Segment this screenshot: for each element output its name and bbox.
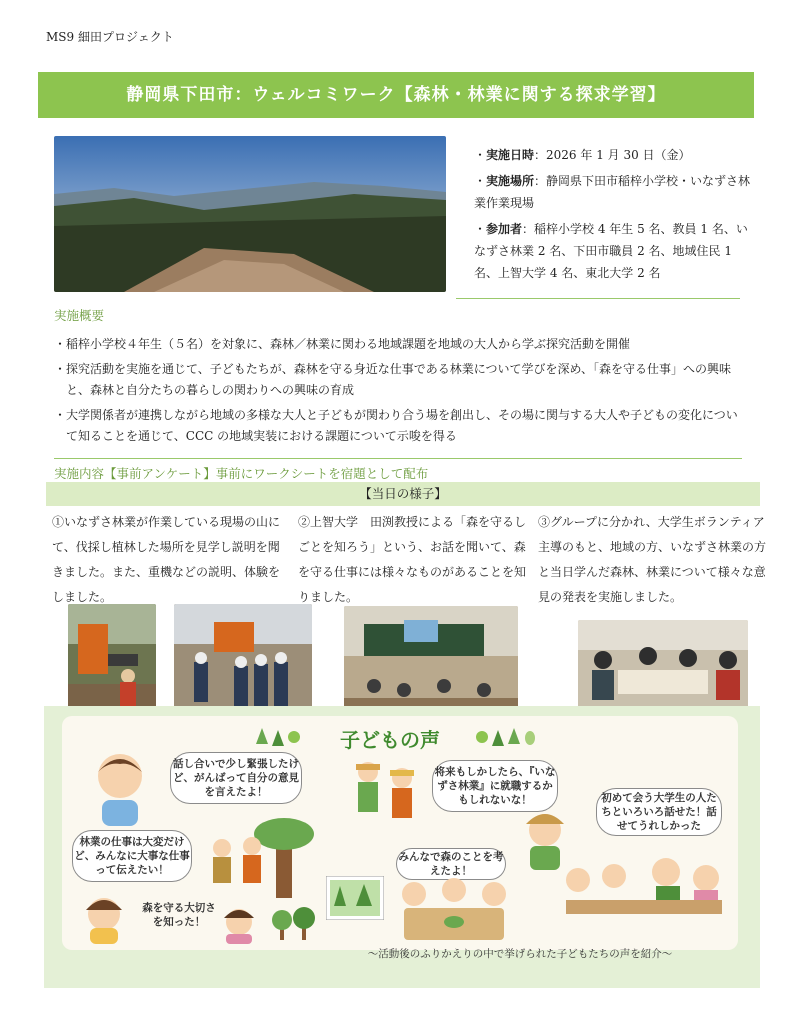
voice-bubble-1: 話し合いで少し緊張したけど、がんばって自分の意見を言えたよ！ [170, 752, 302, 804]
list-item: ・稲梓小学校４年生（５名）を対象に、森林／林業に関わる地域課題を地域の大人から学ぶ探究活動を開催 [54, 337, 631, 351]
voices-title: 子どもの声 [340, 728, 440, 752]
list-item: ・探究活動を実施を通じて、子どもたちが、森林を守る身近な仕事である林業について学びを深め、「森を守る仕事」への興味と、森林と自分たちの暮らしの関わりへの興味の育成 [54, 362, 732, 397]
voices-footer: ～活動後のふりかえりの中で挙げられた子どもたちの声を紹介～ [367, 948, 673, 960]
page-title: 静岡県下田市：ウェルコミワーク【森林・林業に関する探求学習】 [126, 85, 666, 105]
voice-bubble-5: みんなで森のことを考えたよ！ [396, 848, 506, 880]
participants-value: ：稲梓小学校 4 年生 5 名、教員 1 名、いなずさ林業 2 名、下田市職員 2 名、地域住民 1 名、上智大学 4 名、東北大学 2 名 [474, 222, 748, 280]
date-line: ・実施日時：2026 年 1 月 30 日（金） [474, 148, 691, 162]
title-bar [38, 72, 754, 118]
machinery-photo [68, 604, 156, 716]
field-tour-photo [174, 604, 312, 716]
content-heading: 実施内容【事前アンケート】事前にワークシートを宿題として配布 [54, 466, 429, 481]
tree-cutting-illustration [200, 818, 320, 902]
participants-line: ・参加者：稲梓小学校 4 年生 5 名、教員 1 名、いなずさ林業 2 名、下田市職員 2 名、地域住民 1 名、上智大学 4 名、東北大学 2 名 [474, 222, 748, 280]
activity-text-2: ②上智大学 田渕教授による「森を守るしごとを知ろう」という、お話を聞いて、森を守る仕事には様々なものがあることを知りました。 [298, 515, 527, 604]
activity-text-1: ①いなずさ林業が作業している現場の山にて、伐採し植林した場所を見学し説明を聞きました。また、重機などの説明、体験をしました。 [52, 515, 281, 604]
event-info [474, 144, 752, 288]
activity-text-3: ③グループに分かれ、大学生ボランティア主導のもと、地域の方、いなずさ林業の方と当日学んだ森林、林業について様々な意見の発表を実施しました。 [538, 515, 767, 604]
list-item: ・大学関係者が連携しながら地域の多様な大人と子どもが関わり合う場を創出し、その場に関与する大人や子どもの変化について知ることを通じて、CCC の地域実装における課題について示唆を得る [54, 408, 738, 443]
place-value: ：静岡県下田市稲梓小学校・いなずさ林業作業現場 [474, 174, 751, 210]
today-bar [46, 482, 760, 506]
place-line: ・実施場所：静岡県下田市稲梓小学校・いなずさ林業作業現場 [474, 174, 751, 210]
workers-illustration [346, 756, 426, 840]
date-label: 実施日時 [486, 148, 535, 162]
voice-bubble-3: 初めて会う大学生の人たちといろいろ話せた！話せてうれしかった [596, 788, 722, 836]
participants-label: 参加者 [486, 222, 523, 236]
tree-icon [256, 728, 300, 752]
forest-landscape-photo [54, 136, 446, 292]
tree-icon [476, 728, 536, 752]
place-label: 実施場所 [486, 174, 535, 188]
children-group-illustration [394, 878, 514, 944]
project-label: MS9 細田プロジェクト [46, 30, 174, 44]
date-value: ：2026 年 1 月 30 日（金） [534, 148, 691, 162]
child-illustration [216, 904, 262, 948]
overview-heading: 実施概要 [54, 308, 105, 323]
today-label: 【当日の様子】 [359, 486, 447, 501]
overview-list [54, 334, 744, 451]
voice-bubble-6: 森を守る大切さを知った！ [142, 902, 216, 928]
child-illustration [78, 892, 130, 948]
child-illustration [88, 750, 152, 830]
tree-icon [270, 900, 316, 944]
voice-bubble-2: 将来もしかしたら、『いなずさ林業』に就職するかもしれないな！ [432, 760, 558, 812]
group-discussion-photo [578, 620, 748, 716]
forest-picture-illustration [326, 876, 384, 924]
voice-bubble-4: 林業の仕事は大変だけど、みんなに大事な仕事って伝えたい！ [72, 830, 192, 882]
overview-divider [54, 458, 742, 459]
classroom-talk-photo [344, 606, 518, 718]
info-divider [456, 298, 740, 299]
students-table-illustration [558, 852, 728, 936]
